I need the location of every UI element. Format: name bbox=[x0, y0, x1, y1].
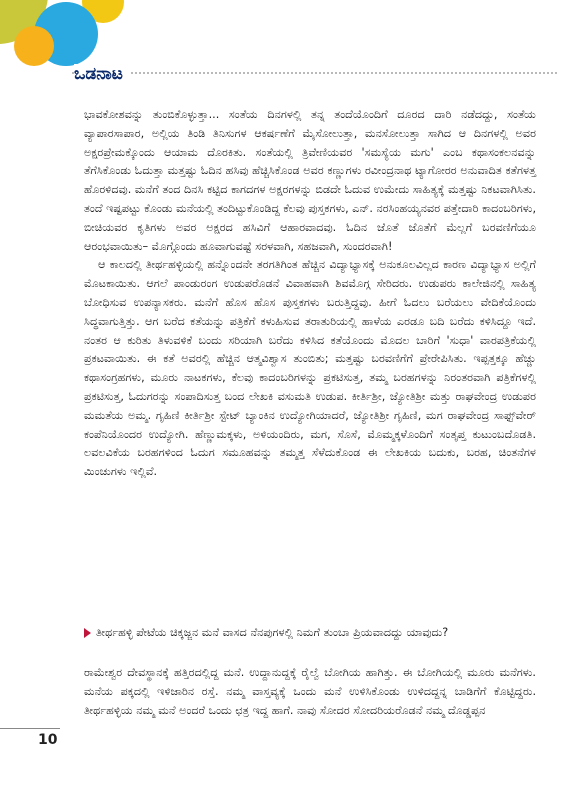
body-paragraph: ಆ ಕಾಲದಲ್ಲಿ ತೀರ್ಥಹಳ್ಳಿಯಲ್ಲಿ ಹನ್ನೊಂದನೇ ತರಗತಿಗಿಂತ ಹೆಚ್ಚಿನ ವಿದ್ಯಾಭ್ಯಾಸಕ್ಕೆ ಅನುಕೂಲವಿಲ್ಲದ ಕಾರಣ ವಿದ್ಯಾಭ್ಯಾಸ ಅಲ್ಲಿಗೆ ಮೊಟಕಾಯಿತು. ಆಗಲೆ ಪಾಂಡುರಂಗ ಉಡುಪರೊಡನೆ ವಿವಾಹವಾಗಿ ಶಿವಮೊಗ್ಗ ಸೇರಿದರು. ಉಡುಪರು ಕಾಲೇಜಿನಲ್ಲಿ ಸಾಹಿತ್ಯ ಬೋಧಿಸುವ ಉಪನ್ಯಾಸಕರು. ಮನೆಗೆ ಹೊಸ ಹೊಸ ಪುಸ್ತಕಗಳು ಬರುತ್ತಿದ್ದವು. ಹೀಗೆ ಓದಲು ಬರೆಯಲು ವೇದಿಕೆಯೊಂದು ಸಿದ್ಧವಾಗುತ್ತಿತ್ತು. ಆಗ ಬರೆದ ಕತೆಯನ್ನು ಪತ್ರಿಕೆಗೆ ಕಳುಹಿಸುವ ತರಾತುರಿಯಲ್ಲಿ ಹಾಳೆಯ ಎರಡೂ ಬದಿ ಬರೆದು ಕಳಿಸಿದ್ದೂ ಇದೆ. ನಂತರ ಆ ಕುರಿತು ತಿಳುವಳಿಕೆ ಬಂದು ಸರಿಯಾಗಿ ಬರೆದು ಕಳಿಸಿದ ಕತೆಯೊಂದು ಮೊದಲ ಬಾರಿಗೆ 'ಸುಧಾ' ವಾರಪತ್ರಿಕೆಯಲ್ಲಿ ಪ್ರಕಟವಾಯಿತು. ಈ ಕತೆ ಅವರಲ್ಲಿ ಹೆಚ್ಚಿನ ಆತ್ಮವಿಶ್ವಾಸ ತುಂಬಿತು; ಮತ್ತಷ್ಟು ಬರವಣಿಗೆಗೆ ಪ್ರೇರೇಪಿಸಿತು. ಇಪ್ಪತ್ತಕ್ಕೂ ಹೆಚ್ಚು ಕಥಾಸಂಗ್ರಹಗಳು, ಮೂರು ನಾಟಕಗಳು, ಕೆಲವು ಕಾದಂಬರಿಗಳನ್ನು ಪ್ರಕಟಿಸುತ್ತ, ತಮ್ಮ ಬರಹಗಳನ್ನು ನಿರಂತರವಾಗಿ ಪತ್ರಿಕೆಗಳಲ್ಲಿ ಪ್ರಕಟಿಸುತ್ತ, ಓದುಗರನ್ನು ಸಂಪಾದಿಸುತ್ತ ಬಂದ ಲೇಖಕಿ ವಸುಮತಿ ಉಡುಪ. ಕೀರ್ತಿಶ್ರೀ, ಜ್ಯೋತಿಶ್ರೀ ಮತ್ತು ರಾಘವೇಂದ್ರ ಉಡುಪರ ಮಮತೆಯ ಅಮ್ಮ. ಗೃಹಿಣಿ ಕೀರ್ತಿಶ್ರೀ ಸ್ಟೇಟ್ ಬ್ಯಾಂಕಿನ ಉದ್ಯೋಗಿಯಾದರೆ, ಜ್ಯೋತಿಶ್ರೀ ಗೃಹಿಣಿ, ಮಗ ರಾಘವೇಂದ್ರ ಸಾಫ್ಟ್‌ವೇರ್ ಕಂಪೆನಿಯೊಂದರ ಉದ್ಯೋಗಿ. ಹೆಣ್ಣುಮಕ್ಕಳು, ಅಳಿಯಂದಿರು, ಮಗ, ಸೊಸೆ, ಮೊಮ್ಮಕ್ಕಳೊಂದಿಗೆ ಸಂತೃಪ್ತ ಕುಟುಂಬದೊಡತಿ. ಲವಲವಿಕೆಯ ಬರಹಗಳಿಂದ ಓದುಗ ಸಮೂಹವನ್ನು ತಮ್ಮತ್ತ ಸೆಳೆದುಕೊಂಡ ಈ ಲೇಖಕಿಯ ಬದುಕು, ಬರಹ, ಚಿಂತನೆಗಳ ಮಿಂಚುಗಳು ಇಲ್ಲಿವೆ. bbox=[84, 258, 536, 479]
body-paragraph: ಭಾವಕೋಶವನ್ನು ತುಂಬಿಕೊಳ್ಳುತ್ತಾ... ಸಂತೆಯ ದಿನಗಳಲ್ಲಿ ತನ್ನ ತಂದೆಯೊಂದಿಗೆ ದೂರದ ದಾರಿ ನಡೆದದ್ದು, ಸಂತೆಯ ವ್ಯಾಪಾರಸಾಪಾರ, ಅಲ್ಲಿಯ ತಿಂಡಿ ತಿನಿಸುಗಳ ಆಕರ್ಷಣೆಗೆ ಮೈಸೋಲುತ್ತಾ, ಮನಸೋಲುತ್ತಾ ಸಾಗಿದ ಆ ದಿನಗಳಲ್ಲಿ ಅವರ ಅಕ್ಷರಪ್ರೇಮಕ್ಕೊಂದು ಆಯಾಮ ದೊರಕಿತು. ಸಂತೆಯಲ್ಲಿ ತ್ರಿವೇಣಿಯವರ 'ಸಮಸ್ಯೆಯ ಮಗು' ಎಂಬ ಕಥಾಸಂಕಲನವನ್ನು ತೆಗೆಸಿಕೊಂಡು ಓದುತ್ತಾ ಮತ್ತಷ್ಟು ಓದಿನ ಹಸಿವು ಹೆಚ್ಚಿಸಿಕೊಂಡ ಅವರ ಕಣ್ಣುಗಳು ರವೀಂದ್ರನಾಥ ಟ್ಯಾಗೋರರ ಅನುವಾದಿತ ಕತೆಗಳತ್ತ ಹೊರಳಿದವು. ಮನೆಗೆ ತಂದ ದಿನಸಿ ಕಟ್ಟಿದ ಕಾಗದಗಳ ಅಕ್ಷರಗಳನ್ನು ಬಿಡದೇ ಓದುವ ಉಮೇದು ಸಾಹಿತ್ಯಕ್ಕೆ ಮತ್ತಷ್ಟು ನಿಕಟವಾಗಿಸಿತು. ತಂದೆ ಇಷ್ಟಪಟ್ಟು ಕೊಂಡು ಮನೆಯಲ್ಲಿ ತಂದಿಟ್ಟುಕೊಂಡಿದ್ದ ಕೆಲವು ಪುಸ್ತಕಗಳು, ಎನ್. ನರಸಿಂಹಯ್ಯನವರ ಪತ್ತೇದಾರಿ ಕಾದಂಬರಿಗಳು, ಬೀಚಿಯವರ ಕೃತಿಗಳು ಅವರ ಅಕ್ಷರದ ಹಸಿವಿಗೆ ಆಹಾರವಾದವು. ಓದಿನ ಜೊತೆ ಜೊತೆಗೆ ಮೆಲ್ಲಗೆ ಬರವಣಿಗೆಯೂ ಆರಂಭವಾಯಿತು– ಮೊಗ್ಗೊಂದು ಹೂವಾಗುವಷ್ಟೆ ಸರಳವಾಗಿ, ಸಹಜವಾಗಿ, ಸುಂದರವಾಗಿ! bbox=[84, 108, 536, 253]
orange-circle-shape bbox=[14, 26, 54, 66]
question-text: ತೀರ್ಥಹಳ್ಳಿ ಪೇಟೆಯ ಚಿಕ್ಕಜ್ಜನ ಮನೆ ವಾಸದ ನೆನಪುಗಳಲ್ಲಿ ನಿಮಗೆ ತುಂಬಾ ಪ್ರಿಯವಾದದ್ದು ಯಾವುದು? bbox=[96, 626, 449, 639]
footer-rule bbox=[0, 728, 60, 729]
bullet-arrow-icon bbox=[84, 628, 91, 638]
section-title: ಒಡನಾಟ bbox=[74, 64, 131, 84]
interview-answer: ರಾಮೇಶ್ವರ ದೇವಸ್ಥಾನಕ್ಕೆ ಹತ್ತಿರದಲ್ಲಿದ್ದ ಮನೆ. ಉದ್ದಾನುದ್ದಕ್ಕೆ ರೈಲ್ವೆ ಬೋಗಿಯ ಹಾಗಿತ್ತು. ಈ ಬೋಗಿಯಲ್ಲಿ ಮೂರು ಮನೆಗಳು. ಮನೆಯ ಪಕ್ಕದಲ್ಲಿ ಇಳಿಜಾರಿನ ರಸ್ತೆ. ನಮ್ಮ ವಾಸ್ತವ್ಯಕ್ಕೆ ಒಂದು ಮನೆ ಉಳಿಸಿಕೊಂಡು ಉಳಿದದ್ದನ್ನ ಬಾಡಿಗೆಗೆ ಕೊಟ್ಟಿದ್ದರು. ತೀರ್ಥಹಳ್ಳಿಯ ನಮ್ಮ ಮನೆ ಅಂದರೆ ಒಂದು ಛತ್ರ ಇದ್ದ ಹಾಗೆ. ನಾವು ಸೋದರ ಸೋದರಿಯರೊಡನೆ ನಮ್ಮ ದೊಡ್ಡಪ್ಪನ bbox=[84, 666, 536, 717]
page-number: 10 bbox=[38, 732, 58, 748]
interview-question bbox=[84, 624, 536, 643]
body-text bbox=[84, 106, 536, 482]
header-dotted-rule bbox=[72, 72, 557, 74]
